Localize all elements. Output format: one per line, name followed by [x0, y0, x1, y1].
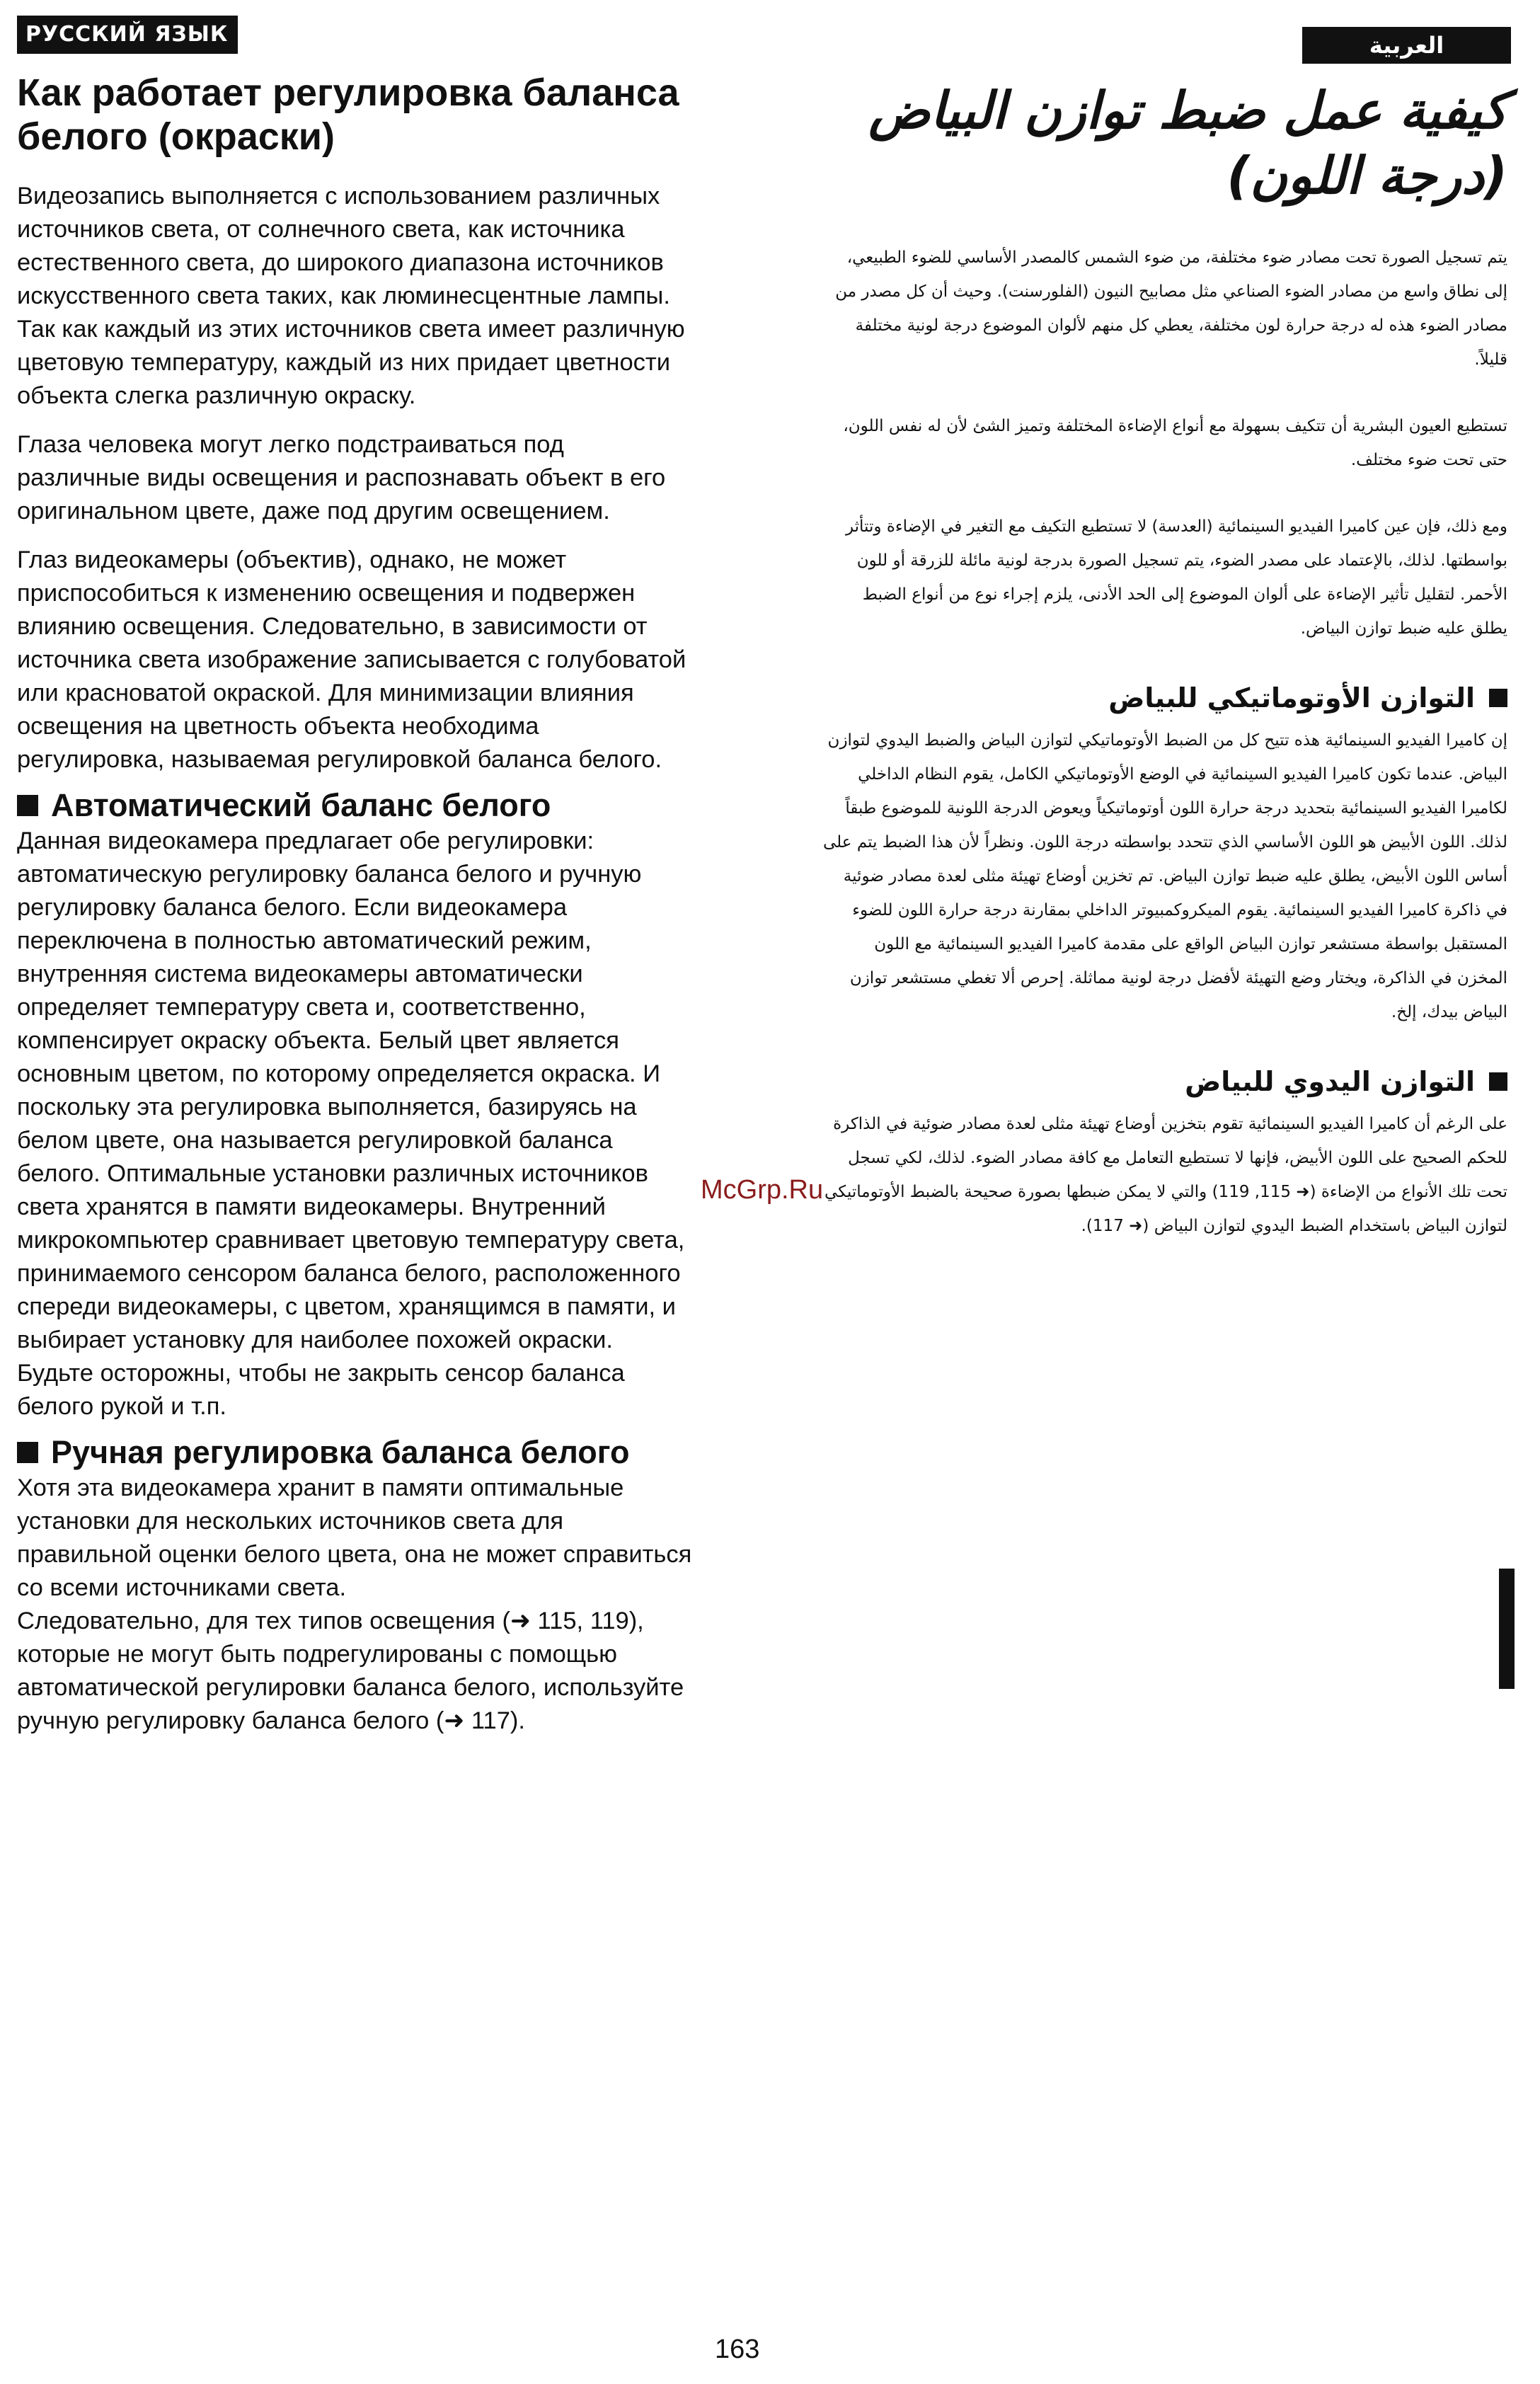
ru-heading-auto-wb-text: Автоматический баланс белого	[51, 787, 551, 823]
ar-page-title: كيفية عمل ضبط توازن البياض (درجة اللون)	[868, 81, 1507, 205]
ru-paragraph-5: Хотя эта видеокамера хранит в памяти оптимальные установки для нескольких источников света для правильной оценки белого цвета, она не может справиться со всеми источниками света.	[17, 1474, 692, 1601]
ru-heading-manual-wb	[17, 1433, 693, 1472]
ar-paragraph-2: تستطيع العيون البشرية أن تتكيف بسهولة مع أنواع الإضاءة المختلفة وتميز الشئ لأن له نفس اللون، حتى تحت ضوء مختلف.	[843, 417, 1507, 469]
ru-paragraph-4: Данная видеокамера предлагает обе регулировки: автоматическую регулировку баланса белого и ручную регулировку баланса белого. Если видеокамера переключена в полностью автоматический режим, внутренняя система видеокамеры автоматически определяет температуру света и, соответственно, компенсирует окраску объекта. Белый цвет является основным цветом, по которому определяется окраска. И поскольку эта регулировка выполняется, базируясь на белом цвете, она называется регулировкой баланса белого. Оптимальные установки различных источников света хранятся в памяти видеокамеры. Внутренний микрокомпьютер сравнивает цветовую температуру света, принимаемого сенсором баланса белого, расположенного спереди видеокамеры, с цветом, хранящимся в памяти, и выбирает установку для наиболее похожей окраски. Будьте осторожны, чтобы не закрыть сенсор баланса белого рукой и т.п.	[17, 827, 685, 1420]
ru-heading-manual-wb-text: Ручная регулировка баланса белого	[51, 1434, 630, 1470]
watermark: McGrp.Ru	[701, 1175, 824, 1205]
arabic-column	[821, 78, 1507, 1276]
bullet-square-icon	[1489, 1072, 1507, 1091]
ar-paragraph-1: يتم تسجيل الصورة تحت مصادر ضوء مختلفة، من ضوء الشمس كالمصدر الأساسي للضوء الطبيعي، إلى نطاق واسع من مصادر الضوء الصناعي مثل مصابيح النيون (الفلورسنت). وحيث أن كل مصدر من مصادر الضوء هذه له درجة حرارة لون مختلفة، يعطي كل منهم لألوان الموضوع درجة لونية مختلفة قليلاً.	[835, 248, 1507, 369]
ru-paragraph-6: Следовательно, для тех типов освещения (➜ 115, 119), которые не могут быть подрегулированы с помощью автоматической регулировки баланса белого, используйте ручную регулировку баланса белого (➜ 117).	[17, 1608, 684, 1734]
ar-paragraph-4: إن كاميرا الفيديو السينمائية هذه تتيح كل من الضبط الأوتوماتيكي لتوازن البياض والضبط اليدوي لتوازن البياض. عندما تكون كاميرا الفيديو السينمائية في الوضع الأوتوماتيكي الكامل، يقوم النظام الداخلي لكاميرا الفيديو السينمائية بتحديد درجة حرارة اللون أوتوماتيكياً ويعوض الدرجة اللونية للموضوع طبقاً لذلك. اللون الأبيض هو اللون الأساسي الذي تتحدد بواسطته درجة اللون. ونظراً لأن هذا الضبط يتم على أساس اللون الأبيض، يطلق عليه ضبط توازن البياض. تم تخزين أوضاع تهيئة مثلى لعدة مصادر ضوئية في ذاكرة كاميرا الفيديو السينمائية. يقوم الميكروكمبيوتر الداخلي بمقارنة درجة حرارة اللون للضوء المستقبل بواسطة مستشعر توازن البياض الواقع على مقدمة كاميرا الفيديو السينمائية مع اللون المخزن في الذاكرة، ويختار وضع التهيئة لأفضل درجة لونية مماثلة. إحرص ألا تغطي مستشعر توازن البياض بيدك، إلخ.	[823, 731, 1507, 1021]
ar-heading-auto-wb	[821, 678, 1507, 718]
ru-page-title: Как работает регулировка баланса белого (окраски)	[17, 71, 679, 158]
ru-paragraph-2: Глаза человека могут легко подстраиваться под различные виды освещения и распознавать объект в его оригинальном цвете, даже под другим освещением.	[17, 431, 666, 525]
ar-heading-auto-wb-text: التوازن الأوتوماتيكي للبياض	[1108, 682, 1475, 714]
section-edge-marker	[1499, 1569, 1515, 1689]
ar-heading-manual-wb-text: التوازن اليدوي للبياض	[1185, 1066, 1475, 1097]
ar-heading-manual-wb	[821, 1062, 1507, 1101]
language-tab-arabic: العربية	[1302, 27, 1511, 64]
russian-column	[17, 71, 693, 1753]
ru-paragraph-1: Видеозапись выполняется с использованием различных источников света, от солнечного света, как источника естественного света, до широкого диапазона источников искусственного света таких, как люминесцентные лампы. Так как каждый из этих источников света имеет различную цветовую температуру, каждый из них придает цветности объекта слегка различную окраску.	[17, 183, 685, 409]
ru-heading-auto-wb	[17, 786, 693, 825]
bullet-square-icon	[17, 795, 38, 816]
language-tab-russian: РУССКИЙ ЯЗЫК	[17, 16, 238, 54]
page-number: 163	[715, 2334, 760, 2364]
ar-paragraph-5: على الرغم أن كاميرا الفيديو السينمائية تقوم بتخزين أوضاع تهيئة مثلى لعدة مصادر ضوئية في الذاكرة للحكم الصحيح على اللون الأبيض، فإنها لا تستطيع التعامل مع كافة مصادر الضوء. لذلك، لكي تسجل تحت تلك الأنواع من الإضاءة (➜ 115, 119) والتي لا يمكن ضبطها بصورة صحيحة بالضبط الأوتوماتيكي لتوازن البياض باستخدام الضبط اليدوي لتوازن البياض (➜ 117).	[824, 1115, 1507, 1235]
bullet-square-icon	[17, 1442, 38, 1463]
bullet-square-icon	[1489, 689, 1507, 707]
ru-paragraph-3: Глаз видеокамеры (объектив), однако, не может приспособиться к изменению освещения и подвержен влиянию освещения. Следовательно, в зависимости от источника света изображение записывается с голубоватой или красноватой окраской. Для минимизации влияния освещения на цветность объекта необходима регулировка, называемая регулировкой баланса белого.	[17, 546, 686, 773]
ar-paragraph-3: ومع ذلك، فإن عين كاميرا الفيديو السينمائية (العدسة) لا تستطيع التكيف مع التغير في الإضاءة وتتأثر بواسطتها. لذلك، بالإعتماد على مصدر الضوء، يتم تسجيل الصورة بدرجة لونية مائلة للزرقة أو للون الأحمر. لتقليل تأثير الإضاءة على ألوان الموضوع إلى الحد الأدنى، يلزم إجراء نوع من أنواع الضبط يطلق عليه ضبط توازن البياض.	[845, 517, 1507, 638]
